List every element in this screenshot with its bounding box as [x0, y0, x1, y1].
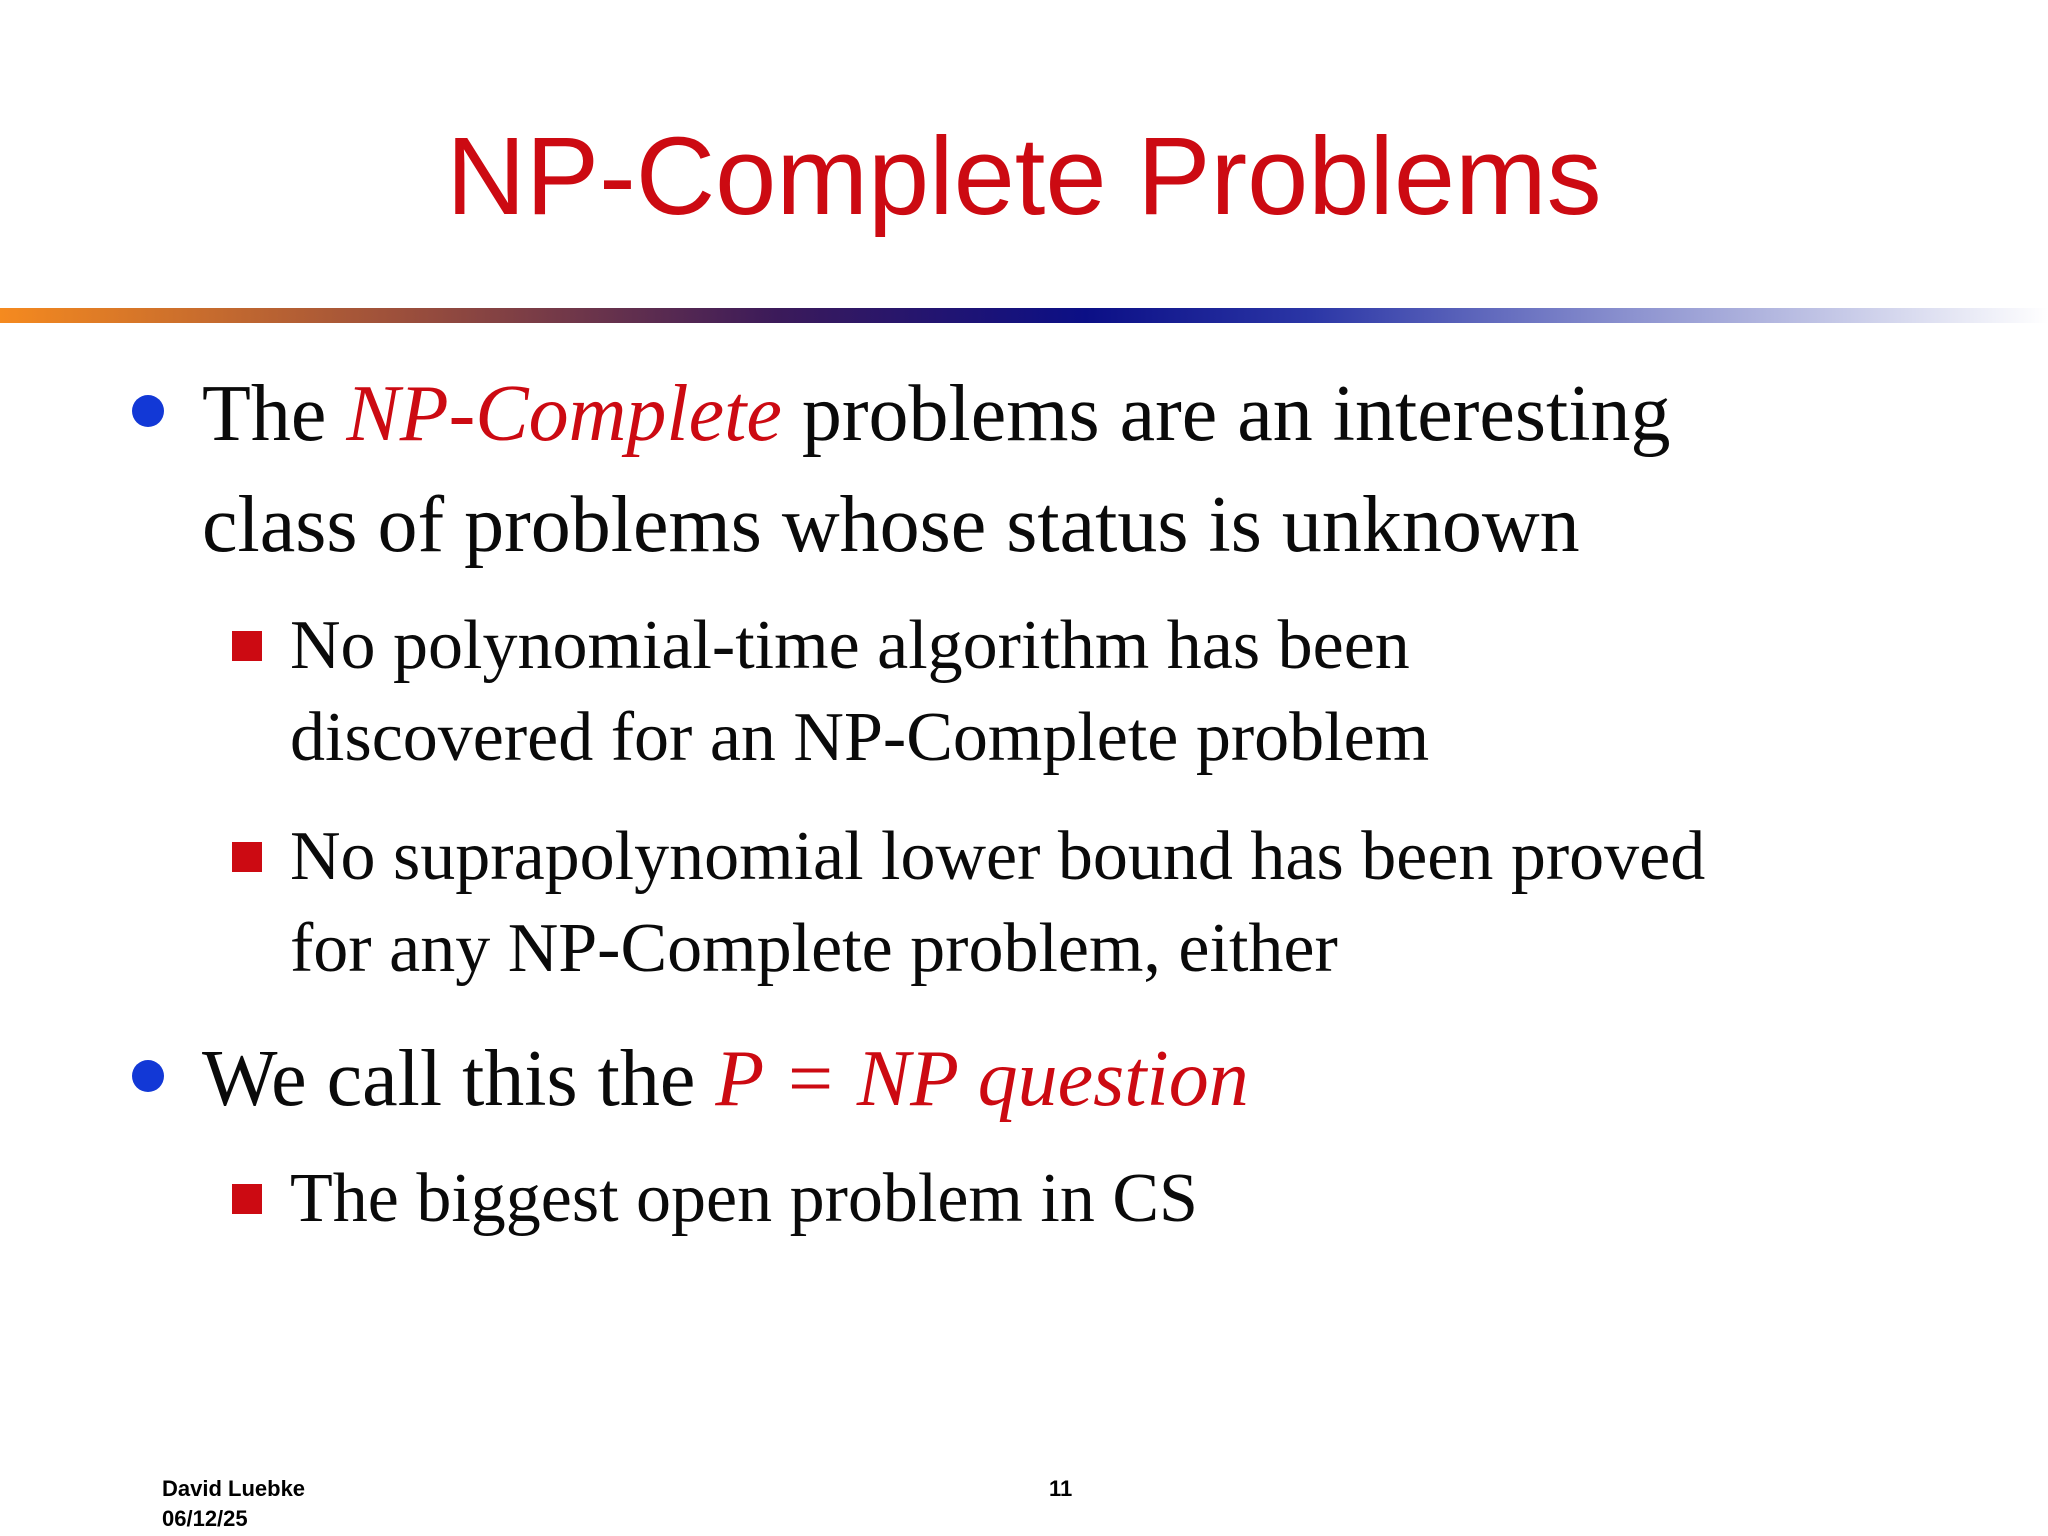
- bullet-2-text: [202, 1024, 1992, 1135]
- bullet-1-suffix: problems are an interesting: [781, 370, 1671, 458]
- bullet-2-prefix: We call this the: [202, 1035, 716, 1123]
- bullet-1-emphasis: NP-Complete: [346, 370, 782, 458]
- sub-bullet-1-1-line-1: No polynomial-time algorithm has been: [290, 607, 1410, 684]
- bullet-1-line-1: [202, 359, 1992, 470]
- title-divider: [0, 308, 2048, 323]
- sub-bullet-1-2-line-2: for any NP-Complete problem, either: [290, 910, 1338, 987]
- red-square-bullet-icon: [232, 631, 262, 661]
- red-square-bullet-icon: [232, 1184, 262, 1214]
- bullet-1-prefix: The: [202, 370, 347, 458]
- footer-date: 06/12/25: [162, 1506, 248, 1531]
- bullet-1-text: [202, 359, 1992, 581]
- bullet-2-line-1: [202, 1024, 1992, 1135]
- footer-page-number: 11: [1049, 1476, 1073, 1501]
- red-square-bullet-icon: [232, 842, 262, 872]
- sub-bullet-2-1-line-1: The biggest open problem in CS: [290, 1160, 1198, 1237]
- blue-dot-bullet-icon: [132, 1060, 164, 1092]
- sub-bullet-1-1-text: [290, 600, 1990, 784]
- sub-bullet-2-1-text: [290, 1153, 1990, 1245]
- blue-dot-bullet-icon: [132, 395, 164, 427]
- sub-bullet-1-2-text: [290, 811, 1990, 995]
- bullet-2-emphasis: P = NP question: [715, 1035, 1249, 1123]
- bullet-1-line-2: class of problems whose status is unknown: [202, 481, 1580, 569]
- sub-bullet-1-1-line-2: discovered for an NP-Complete problem: [290, 699, 1430, 776]
- sub-bullet-1-2-line-1: No suprapolynomial lower bound has been proved: [290, 818, 1706, 895]
- slide-title: NP-Complete Problems: [446, 115, 1602, 238]
- footer-author: David Luebke: [162, 1476, 306, 1501]
